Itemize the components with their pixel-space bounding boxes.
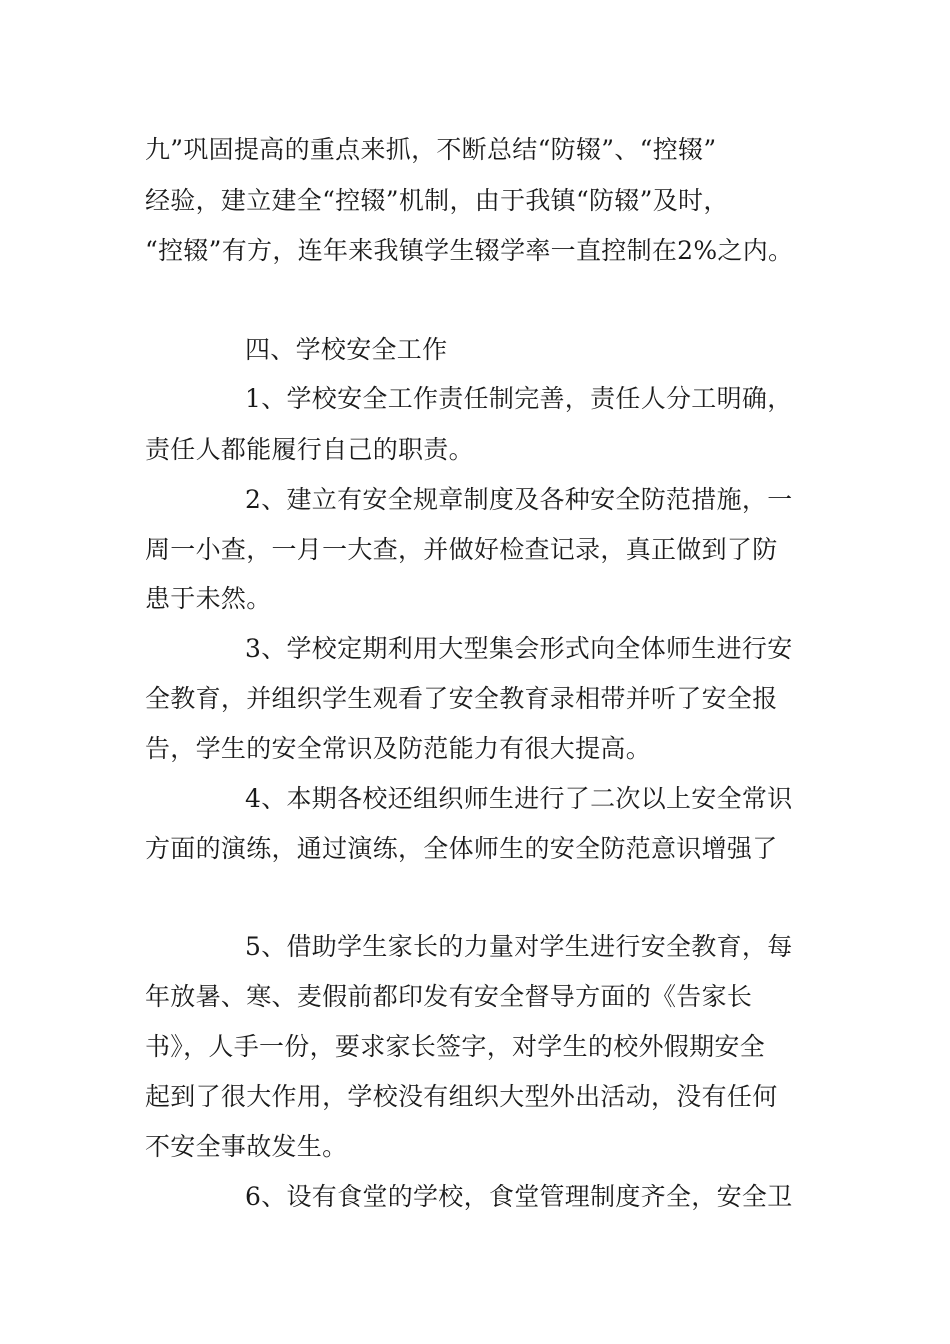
- text-line: 方面的演练，通过演练，全体师生的安全防范意识增强了: [145, 834, 778, 863]
- text-line: 4、本期各校还组织师生进行了二次以上安全常识: [245, 784, 793, 813]
- text-line: 年放暑、寒、麦假前都印发有安全督导方面的《告家长: [145, 982, 753, 1011]
- text-line: 患于未然。: [145, 584, 272, 613]
- text-line: 3、学校定期利用大型集会形式向全体师生进行安: [245, 634, 793, 663]
- text-line: 周一小查，一月一大查，并做好检查记录，真正做到了防: [145, 535, 778, 564]
- text-line: 2、建立有安全规章制度及各种安全防范措施，一: [245, 485, 793, 514]
- section-heading: 四、学校安全工作: [245, 335, 448, 364]
- text-line: 九”巩固提高的重点来抓，不断总结“防辍”、“控辍”: [145, 135, 717, 164]
- text-line: 书》，人手一份，要求家长签字，对学生的校外假期安全: [145, 1032, 766, 1061]
- text-line: 起到了很大作用，学校没有组织大型外出活动，没有任何: [145, 1082, 778, 1111]
- text-line: 经验，建立建全“控辍”机制，由于我镇“防辍”及时，: [145, 186, 729, 215]
- text-line: 6、设有食堂的学校，食堂管理制度齐全，安全卫: [245, 1182, 793, 1211]
- text-line: 责任人都能履行自己的职责。: [145, 435, 474, 464]
- text-line: 全教育，并组织学生观看了安全教育录相带并听了安全报: [145, 684, 778, 713]
- text-line: “控辍”有方，连年来我镇学生辍学率一直控制在2%之内。: [145, 236, 794, 265]
- text-line: 1、学校安全工作责任制完善，责任人分工明确，: [245, 384, 793, 413]
- text-line: 不安全事故发生。: [145, 1132, 348, 1161]
- text-line: 告，学生的安全常识及防范能力有很大提高。: [145, 734, 652, 763]
- text-line: 5、借助学生家长的力量对学生进行安全教育，每: [245, 932, 793, 961]
